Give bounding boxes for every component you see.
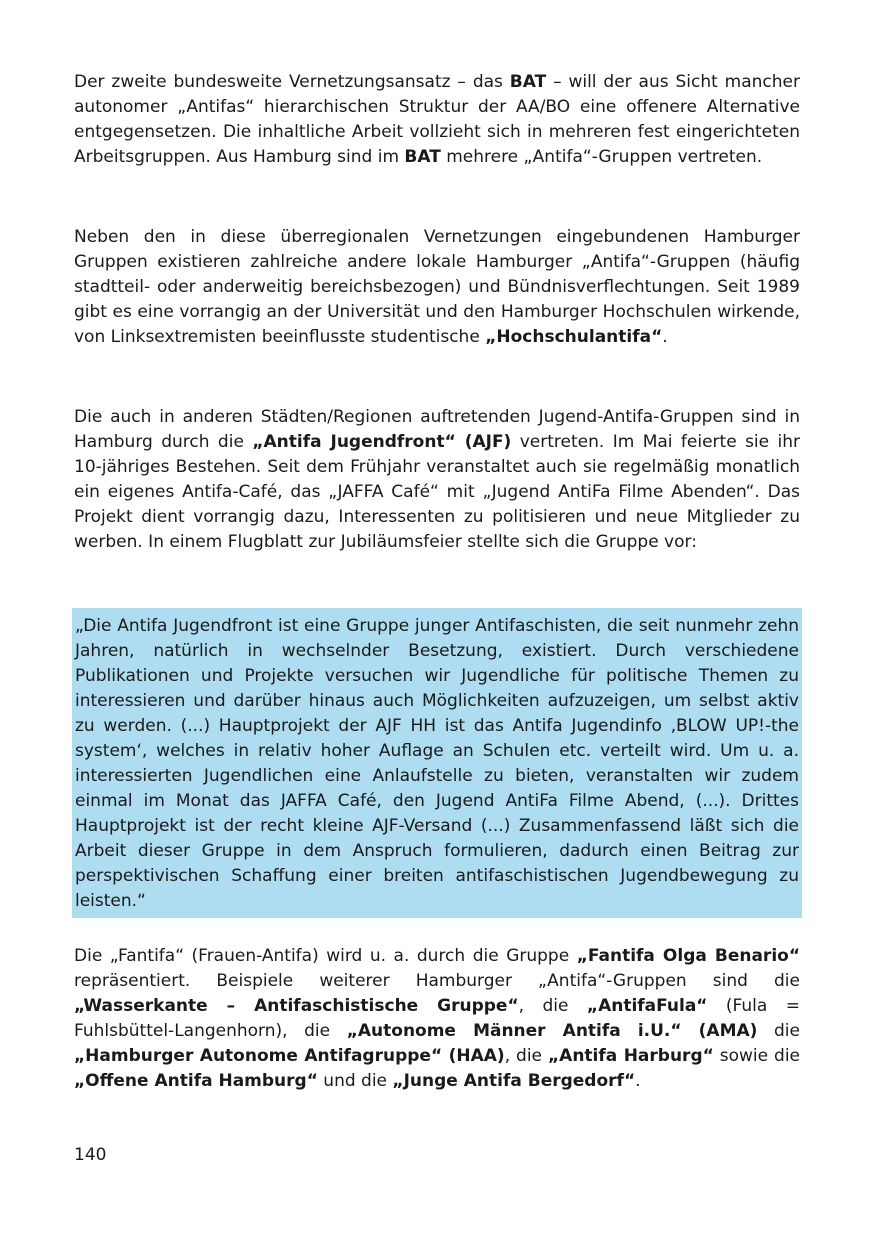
bold-term: „Hochschulantifa“ [485,327,663,347]
bold-term: „AntifaFula“ [586,996,708,1016]
quote-text: „Die Antifa Jugendfront ist eine Gruppe junger Antifaschisten, die seit nunmehr zehn Jahren, natürlich in wechselnder Besetzung, existiert. Durch verschiedene Publikationen und Projekte versuchen wir Jugendliche für politische Themen zu interessieren und darüber hinaus auch Möglichkeiten aufzuzeigen, um selbst aktiv zu werden. (...) Hauptprojekt der AJF HH ist das Antifa Jugendinfo ‚BLOW UP!-the system‘, welches in relativ hoher Auflage an Schulen etc. verteilt wird. Um u. a. interessierten Jugendlichen eine Anlaufstelle zu bieten, veranstalten wir zudem einmal im Monat das JAFFA Café, den Jugend AntiFa Filme Abend, (...). Drittes Hauptprojekt ist der recht kleine AJF-Versand (...) Zusammenfassend läßt sich die Arbeit dieser Gruppe in dem Anspruch formulieren, dadurch einen Beitrag zur perspektivischen Schaffung einer breiten antifaschistischen Jugendbewegung zu leisten.“ [75,616,799,911]
paragraph-other-groups [74,944,800,1094]
text-run: repräsentiert. Beispiele weiterer Hamburger „Antifa“-Gruppen sind die [74,971,800,991]
text-run: Die „Fantifa“ (Frauen-Antifa) wird u. a. durch die Gruppe [74,946,577,966]
text-run: Der zweite bundesweite Vernetzungsansatz – das [74,72,510,92]
bold-term: „Antifa Harburg“ [547,1046,714,1066]
paragraph-youth-antifa [74,405,800,555]
text-run: sowie die [713,1046,801,1066]
page-number: 140 [74,1145,107,1165]
text-run: (Fula = Fuhlsbüttel-Langenhorn), die [74,996,800,1041]
bold-term: „Autonome Männer Antifa i.U.“ (AMA) [346,1021,758,1041]
bold-term: BAT [509,72,547,92]
paragraph-local-groups [74,225,800,350]
text-run: die [757,1021,800,1041]
text-run: , die [504,1046,548,1066]
paragraph-bat [74,70,800,170]
bold-term: „Junge Antifa Bergedorf“ [392,1071,636,1091]
text-run: mehrere „Antifa“-Gruppen vertreten. [440,147,763,167]
text-run: vertreten. Im Mai feierte sie ihr 10-jähriges Bestehen. Seit dem Frühjahr veranstaltet auch sie regelmäßig monatlich ein eigenes Antifa-Café, das „JAFFA Café“ mit „Jugend AntiFa Filme Abenden“. Das Projekt dient vorrangig dazu, Interessenten zu politisieren und neue Mitglieder zu werben. In einem Flugblatt zur Jubiläumsfeier stellte sich die Gruppe vor: [74,432,801,552]
text-run: Neben den in diese überregionalen Vernetzungen eingebundenen Hamburger Gruppen existieren zahlreiche andere lokale Hamburger „Antifa“-Gruppen (häufig stadtteil- oder anderweitig bereichsbezogen) und Bündnisverflechtungen. Seit 1989 gibt es eine vorrangig an der Universität und den Hamburger Hochschulen wirkende, von Linksextremisten beeinflusste studentische [74,227,800,347]
bold-term: „Antifa Jugendfront“ (AJF) [252,432,512,452]
bold-term: „Wasserkante – Antifaschistische Gruppe“ [74,996,519,1016]
text-run: Die auch in anderen Städten/Regionen auftretenden Jugend-Antifa-Gruppen sind in Hamburg durch die [74,407,800,452]
quote-box [72,608,802,918]
text-run: . [635,1071,641,1091]
bold-term: „Offene Antifa Hamburg“ [74,1071,318,1091]
text-run: – will der aus Sicht mancher autonomer „Antifas“ hierarchischen Struktur der AA/BO eine offenere Alternative entgegensetzen. Die inhaltliche Arbeit vollzieht sich in mehreren fest eingerichteten Arbeitsgruppen. Aus Hamburg sind im [74,72,801,167]
text-run: . [662,327,668,347]
bold-term: „Hamburger Autonome Antifagruppe“ (HAA) [74,1046,505,1066]
text-run: und die [317,1071,393,1091]
bold-term: BAT [404,147,441,167]
bold-term: „Fantifa Olga Benario“ [576,946,800,966]
text-run: , die [518,996,587,1016]
